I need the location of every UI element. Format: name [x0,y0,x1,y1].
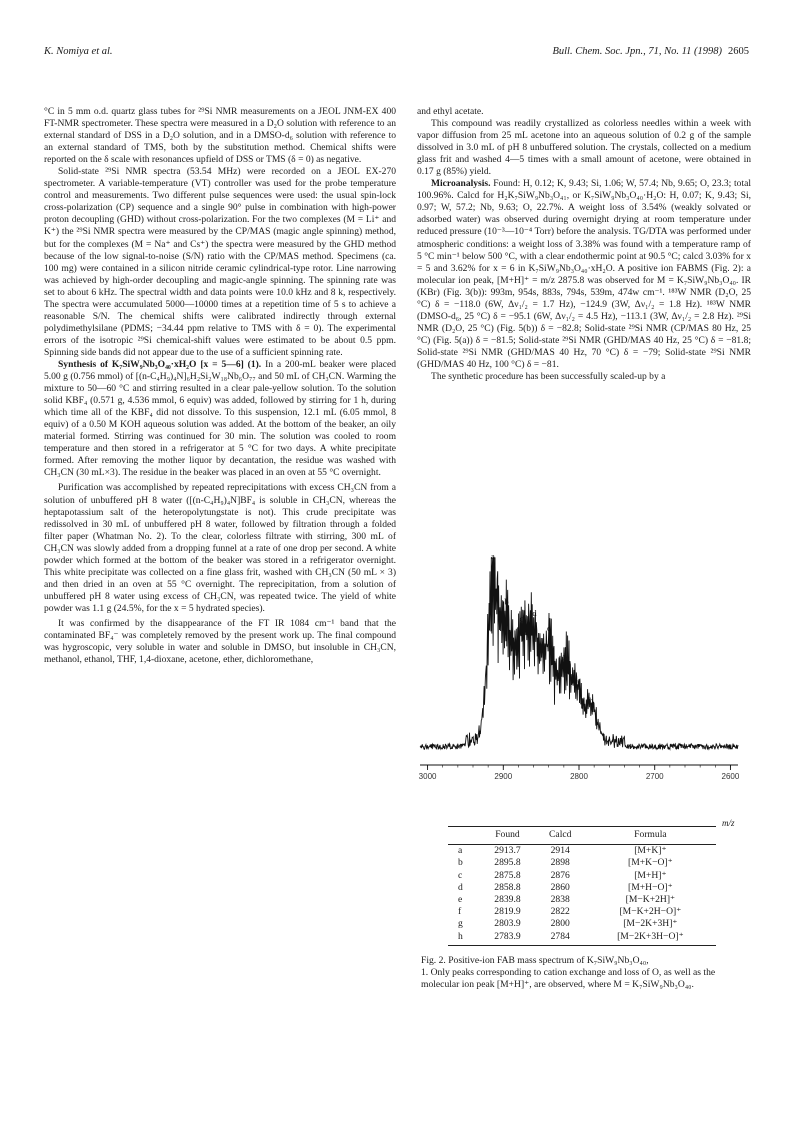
found-value: 2875.8 [494,869,521,881]
peak-label: f [458,906,462,918]
peak-assignment-table [448,826,716,946]
running-head [44,46,749,62]
x-tick-label: 2800 [570,772,588,781]
found-value: 2913.7 [494,845,521,857]
peak-label: f [562,651,566,662]
table-header-row [448,827,716,845]
calcd-value: 2914 [550,845,570,857]
formula: [M+H−O]⁺ [628,881,673,893]
found-value: 2783.9 [479,931,535,946]
journal-citation: Bull. Chem. Soc. Jpn., 71, No. 11 (1998) [552,46,722,57]
table-row [448,882,716,894]
peak-label: c [519,613,524,624]
peak-label: h [589,695,594,706]
peak-label: c [458,869,463,881]
found-value: 2895.8 [494,857,521,869]
table-row [448,870,716,882]
table-row [448,845,716,858]
caption-body: 1. Only peaks corresponding to cation exchange and loss of O, as well as the molecular ion peak [M+H]⁺, are observed, where M = K₇SiW₉Nb₃O₄₀. [421,967,716,991]
formula: [M+K−O]⁺ [628,857,673,869]
crystallization-paragraph: This compound was readily crystallized as colorless needles within a week with vapor diffusion from 25 mL acetone into an aqueous solution of 0.2 g of the sample dissolved in 3.0 mL of pH 8 unbuffered solution. The crystals, collected on a medium glass frit and washed 4—5 times with a small amount of acetone, were obtained in 0.17 g (85%) yield. [417,118,751,178]
calcd-value: 2822 [550,906,570,918]
found-value: 2839.8 [494,894,521,906]
x-tick-label: 2600 [721,772,740,781]
formula: [M−K+2H]⁺ [625,894,676,906]
spectrum-trace [420,557,738,749]
formula: [M−2K+3H−O]⁺ [585,931,716,946]
synthesis-body: In a 200-mL beaker were placed 5.00 g (0.756 mmol) of [(n-C₄H₉)₄N]₆H₂Si₂W₁₈Nb₆O₇₇ and 50 mL of CH₃CN. Warming the mixture to 50—60 °C and stirring resulted in a clear pale-yellow solution. To the solution solid KBF₄ (0.571 g, 4.536 mmol, 6 equiv) was added, followed by stirring for 1 h, during which time all of the KBF₄ did not dissolve. To this suspension, 12.1 mL (6.05 mmol, 8 equiv) of a 0.50 M KOH aqueous solution was added. At the bottom of the beaker, an oily material formed. Stirring was continued for 30 min. The solution was cooled to room temperature and then stored in a refrigerator at 5 °C for two days. A white precipitate formed. After removing the mother liquor by decantation, the residue was washed with CH₃CN (30 mL×3). The residue in the beaker was placed in an oven at 55 °C overnight. [44,358,396,479]
formula: [M+K]⁺ [634,845,667,857]
table-header-found: Found [479,827,535,845]
formula: [M−2K+3H]⁺ [623,918,678,930]
found-value: 2858.8 [494,881,521,893]
table-row [448,857,716,869]
peak-label: e [546,623,551,634]
calcd-value: 2898 [550,857,570,869]
x-tick-label: 2900 [494,772,513,781]
synthesis-heading: Synthesis of K₇SiW₉Nb₃O₄₀·xH₂O [x = 5—6] (1). [58,358,262,370]
table-row [448,918,716,930]
running-head-authors: K. Nomiya et al. [44,46,113,57]
table-row [448,931,716,946]
figure-caption [421,955,751,992]
calcd-value: 2860 [550,881,570,893]
right-column [417,106,751,383]
nmr-methods-paragraph: °C in 5 mm o.d. quartz glass tubes for ²⁹Si NMR measurements on a JEOL JNM-EX 400 FT-NMR spectrometer. These spectra were measured in a D₂O solution with reference to an external standard of DSS in a D₂O solution, and in a DMSO-d₆ solution with reference to an external standard of TMS, both by the substitution method. Chemical shifts were reported on the δ scale with resonances upfield of DSS or TMS (δ = 0) as negative. [44,106,396,166]
formula: [M+H]⁺ [634,869,667,881]
synthesis-paragraph [44,359,396,479]
table-row [448,894,716,906]
scale-up-paragraph: The synthetic procedure has been successfully scaled-up by a [431,371,666,383]
microanalysis-body: Found: H, 0.12; K, 9.43; Si, 1.06; W, 57.4; Nb, 9.65; O, 23.3; total 100.96%. Calcd for H₂K₇SiW₉Nb₃O₄₁, or K₇SiW₉Nb₃O₄₀·H₂O: H, 0.07; K, 9.43; Si, 0.97; W, 57.2; Nb, 9.63; O, 22.7%. A weight loss of 3.54% (weakly solvated or adsorbed water) was observed during overnight drying at room temperature under reduced pressure (10⁻³—10⁻⁴ Torr) before the analysis. TG/DTA was performed under atmospheric conditions: a weight loss of 3.38% was found with a temperature ramp of 5 °C min⁻¹ below 500 °C, with a clear endothermic point at 90.5 °C; calcd 3.03% for x = 5 and 3.62% for x = 6 in K₇SiW₉Nb₃O₄₀·xH₂O. A positive ion FABMS (Fig. 2): a molecular ion peak, [M+H]⁺ = m/z 2875.8 was observed for M = K₇SiW₉Nb₃O₄₀. IR (KBr) (Fig. 3(b)): 993m, 954s, 883s, 794s, 539m, 474w cm⁻¹. ¹⁸³W NMR (D₂O, 25 °C) δ = −118.0 (6W, Δν₁/₂ = 1.7 Hz), −124.9 (3W, Δν₁/₂ = 1.8 Hz). ¹⁸³W NMR (DMSO-d₆, 25 °C) δ = −95.1 (6W, Δν₁/₂ = 4.5 Hz), −113.1 (3W, Δν₁/₂ = 2.8 Hz). ²⁹Si NMR (D₂O, 25 °C) (Fig. 5(b)) δ = −82.8; Solid-state ²⁹Si NMR (CP/MAS 80 Hz, 25 °C) (Fig. 5(a)) δ = −81.5; Solid-state ²⁹Si NMR (GHD/MAS 40 Hz, 25 °C) δ = −81.8; Solid-state ²⁹Si NMR (GHD/MAS 40 Hz, 70 °C) δ = −79; Solid-state ²⁹Si NMR (GHD/MAS 40 Hz, 100 °C) δ = −81. [417,178,751,370]
mass-spectrum-chart [412,545,752,810]
caption-title: Fig. 2. Positive-ion FAB mass spectrum of K₇SiW₉Nb₃O₄₀, [421,955,649,966]
running-head-journal [552,46,749,57]
peak-label: g [573,676,579,687]
x-axis-label: m/z [722,818,735,828]
peak-label: e [458,894,463,906]
table-header-calcd: Calcd [536,827,585,845]
page-number: 2605 [728,46,749,57]
calcd-value: 2784 [536,931,585,946]
microanalysis-heading: Microanalysis. [431,178,491,190]
microanalysis-paragraph [417,178,751,371]
peak-label: h [448,931,479,946]
purification-paragraph: Purification was accomplished by repeated reprecipitations with excess CH₃CN from a solution of unbuffered pH 8 water ([(n-C₄H₉)₄N]BF₄ is soluble in CH₃CN, whereas the heptapotassium salt of the heteropolytungstate is not). This crude precipitate was redissolved in 30 mL of unbuffered pH 8 water, followed by filtration through a folded filter paper (Whatman No. 2). To the clear, colorless filtrate with stirring, 300 mL of CH₃CN was slowly added from a dropping funnel at a rate of one drop per second. A white powder which formed at the bottom of the beaker was stored in a refrigerator overnight. This white precipitate was collected on a fine glass frit, washed with CH₃CN (50 mL × 3) and then dried in an oven at 55 °C overnight. The reprecipitation, from a solution of unbuffered pH 8 water using excess of CH₃CN, was repeated twice. The yield of white powder was 1.1 g (24.5%, for the x = 5 hydrated species). [44,482,396,614]
peak-label: d [458,881,463,893]
calcd-value: 2800 [550,918,570,930]
calcd-value: 2838 [550,894,570,906]
peak-label: a [458,845,463,857]
peak-label: d [532,608,537,618]
peak-label: b [504,596,509,607]
x-tick-label: 3000 [418,772,437,781]
x-tick-label: 2700 [645,772,664,781]
table-header-label [448,827,479,845]
left-column [44,106,396,666]
mass-spectrum-figure [412,545,752,810]
found-value: 2803.9 [494,918,521,930]
solvent-continuation: and ethyl acetate. [417,106,484,117]
peak-label: b [458,857,463,869]
table-header-formula: Formula [585,827,716,845]
solid-state-nmr-paragraph: Solid-state ²⁹Si NMR spectra (53.54 MHz) were recorded on a JEOL EX-270 spectrometer. A variable-temperature (VT) controller was used for the probe temperature control and measurements. Two different pulse sequences were used: the usual spin-lock cross-polarization (CP) sequence and a single 90° pulse in combination with high-power proton decoupling (GHD) without cross-polarization. For the two complexes (M = Li⁺ and K⁺) the ²⁹Si NMR spectra were measured by the CP/MAS (magic angle spinning) method, but for the complexes (M = Na⁺ and Cs⁺) the spectra were measured by the GHD method because of the low signal-to-noise (S/N) ratio with the CP/MAS method. Specimens (ca. 100 mg) were contained in a silicon nitride ceramic cylindrical-type rotor. Line narrowing was achieved by high-order decoupling and magic-angle spinning. The spinning rate was set to about 6 kHz. The spectral width and data points were 10.0 kHz and 8 k, respectively. The spectra were accumulated 5000—10000 times at a repetition time of 5 s to achieve a reasonable S/N. The chemical shifts were calibrated indirectly through external polydimethylsilane (PDMS; −34.44 ppm relative to TMS with δ = 0). The experimental errors of the isotropic ²⁹Si chemical-shift values were estimated to be about 0.5 ppm. Spinning side bands did not appear due to the use of a sufficient spinning rate. [44,166,396,358]
table-row [448,906,716,918]
peak-label: a [491,551,495,561]
formula: [M−K+2H−O]⁺ [619,906,682,918]
peak-label: g [458,918,463,930]
calcd-value: 2876 [550,869,570,881]
found-value: 2819.9 [494,906,521,918]
ir-confirmation-paragraph: It was confirmed by the disappearance of the FT IR 1084 cm⁻¹ band that the contaminated BF₄⁻ was completely removed by the present work up. The final compound was hygroscopic, very soluble in water and soluble in DMSO, but insoluble in CH₃CN, methanol, ethanol, THF, 1,4-dioxane, acetone, ether, dichloromethane, [44,617,396,666]
